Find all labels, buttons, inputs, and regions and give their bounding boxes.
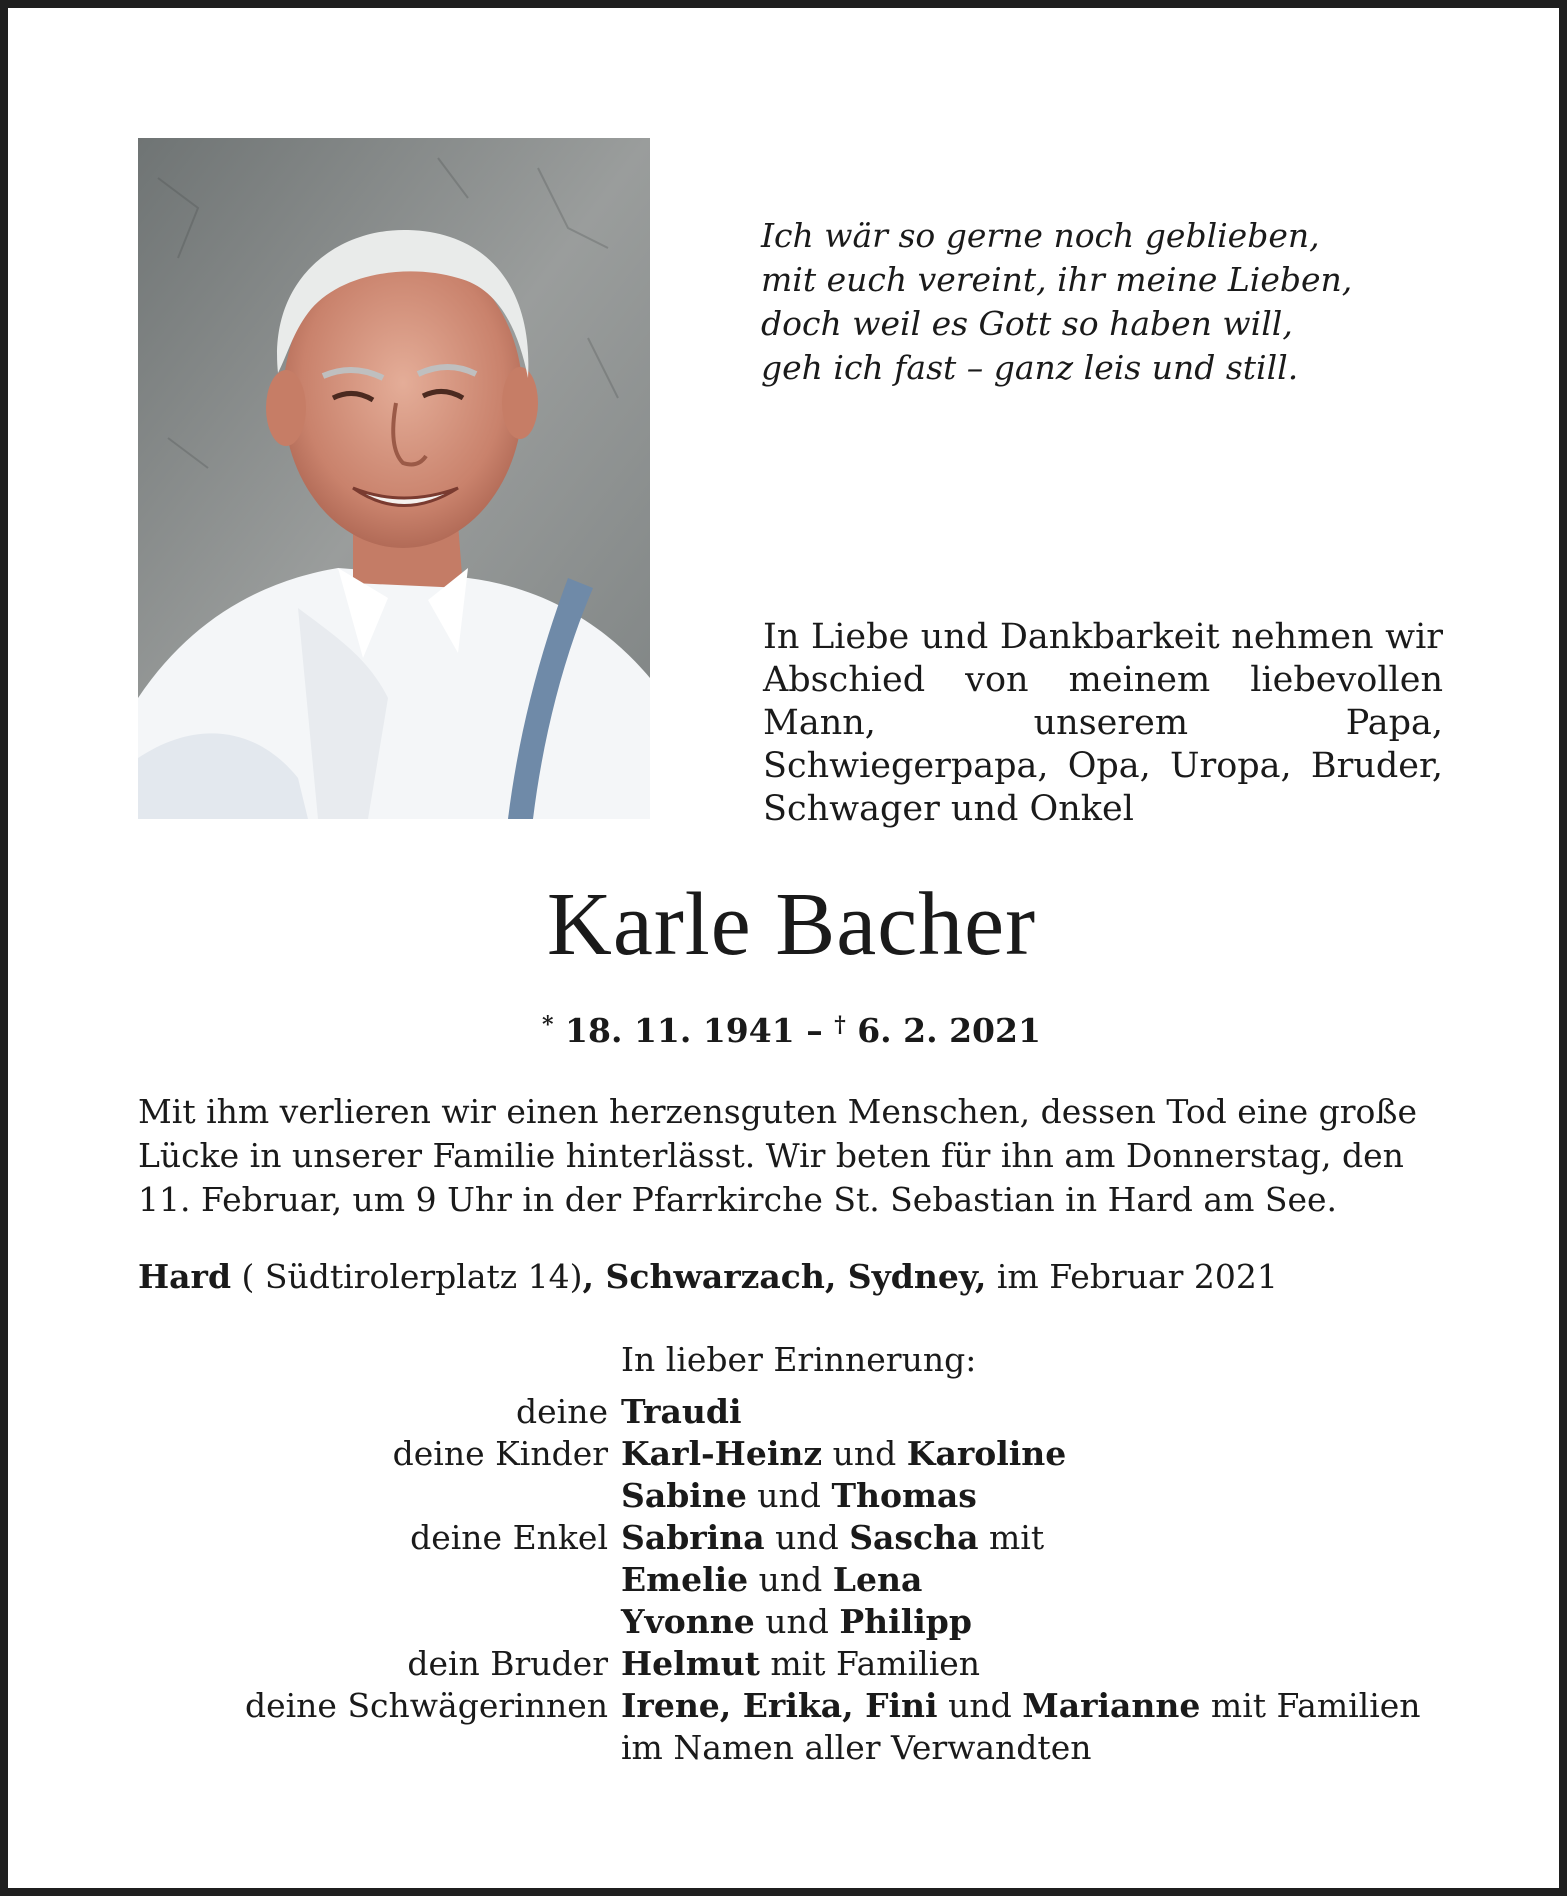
- mourner-name: Sabrina: [621, 1518, 765, 1557]
- mourner-names: [621, 1559, 1468, 1601]
- place-city: Hard: [138, 1257, 232, 1296]
- body-text: [138, 1090, 1448, 1222]
- mourner-connector: und: [748, 1560, 833, 1599]
- mourner-relation: deine Kinder: [392, 1434, 608, 1473]
- mourner-names: [621, 1727, 1468, 1769]
- place-line: [138, 1255, 1448, 1299]
- mourner-connector: im Namen aller Verwandten: [621, 1728, 1092, 1767]
- deceased-name: Karle Bacher: [546, 875, 1037, 974]
- mourner-connector: mit Familien: [1200, 1686, 1421, 1725]
- birth-date: 18. 11. 1941: [565, 1011, 795, 1050]
- place-address: ( Südtirolerplatz 14): [231, 1257, 583, 1296]
- body-line: Lücke in unserer Familie hinterlässt. Wir beten für ihn am Donnerstag, den: [138, 1136, 1404, 1175]
- mourner-relation: deine Schwägerinnen: [244, 1686, 608, 1725]
- mourner-names: [621, 1685, 1468, 1727]
- mourner-relation: [138, 1475, 621, 1517]
- poem-line: doch weil es Gott so haben will,: [761, 304, 1293, 343]
- mourner-name: Emelie: [621, 1560, 749, 1599]
- mourner-name: Yvonne: [621, 1602, 755, 1641]
- mourner-relation: [138, 1601, 621, 1643]
- mourner-relation: deine: [516, 1392, 608, 1431]
- mourner-row: [138, 1601, 1468, 1643]
- portrait-photo: [138, 138, 650, 819]
- place-others: , Schwarzach, Sydney,: [582, 1257, 987, 1296]
- mourner-name: Marianne: [1022, 1686, 1201, 1725]
- mourner-names: [621, 1433, 1468, 1475]
- mourners-list: [138, 1391, 1468, 1769]
- mourner-name: Karl-Heinz: [621, 1434, 823, 1473]
- mourner-name: Helmut: [621, 1644, 760, 1683]
- mourner-name: Lena: [832, 1560, 923, 1599]
- body-line: 11. Februar, um 9 Uhr in der Pfarrkirche St. Sebastian in Hard am See.: [138, 1180, 1338, 1219]
- mourner-names: [621, 1601, 1468, 1643]
- mourner-name: Philipp: [839, 1602, 972, 1641]
- life-dates: [8, 1002, 1567, 1054]
- mourner-relation: [138, 1727, 621, 1769]
- date-separator: –: [806, 1011, 823, 1050]
- death-symbol: †: [834, 1012, 846, 1038]
- place-date: im Februar 2021: [986, 1257, 1278, 1296]
- mourner-row: [138, 1517, 1468, 1559]
- portrait-illustration: [138, 138, 650, 819]
- mourner-connector: und: [937, 1686, 1023, 1725]
- mourner-row: [138, 1559, 1468, 1601]
- farewell-text: In Liebe und Dankbarkeit nehmen wir Abschied von meinem liebevollen Mann, unserem Papa, Schwiegerpapa, Opa, Uropa, Bruder, Schwager und Onkel: [763, 617, 1443, 829]
- mourner-name: Irene, Erika, Fini: [621, 1686, 938, 1725]
- poem: [761, 214, 1481, 390]
- mourner-row: [138, 1475, 1468, 1517]
- mourner-name: Karoline: [906, 1434, 1067, 1473]
- poem-line: Ich wär so gerne noch geblieben,: [761, 216, 1320, 255]
- mourner-names: [621, 1475, 1468, 1517]
- mourner-relation: [138, 1559, 621, 1601]
- mourner-connector: mit Familien: [759, 1644, 981, 1683]
- mourner-relation: deine Enkel: [410, 1518, 608, 1557]
- memory-heading: In lieber Erinnerung:: [621, 1340, 977, 1379]
- mourner-connector: und: [822, 1434, 907, 1473]
- birth-symbol: *: [542, 1012, 554, 1038]
- mourner-connector: und: [746, 1476, 832, 1515]
- poem-line: mit euch vereint, ihr meine Lieben,: [761, 260, 1353, 299]
- death-date: 6. 2. 2021: [857, 1011, 1041, 1050]
- mourner-name: Sabine: [621, 1476, 747, 1515]
- mourner-relation: dein Bruder: [407, 1644, 608, 1683]
- poem-line: geh ich fast – ganz leis und still.: [761, 348, 1299, 387]
- mourner-names: [621, 1517, 1468, 1559]
- mourner-row: [138, 1685, 1468, 1727]
- mourner-name: Traudi: [621, 1392, 742, 1431]
- mourner-name: Sascha: [849, 1518, 979, 1557]
- mourner-names: [621, 1643, 1468, 1685]
- body-line: Mit ihm verlieren wir einen herzensguten Menschen, dessen Tod eine große: [138, 1092, 1417, 1131]
- mourner-row: [138, 1727, 1468, 1769]
- mourner-connector: mit: [978, 1518, 1045, 1557]
- mourner-row: [138, 1391, 1468, 1433]
- mourner-name: Thomas: [831, 1476, 977, 1515]
- mourner-connector: und: [764, 1518, 850, 1557]
- mourner-row: [138, 1643, 1468, 1685]
- mourner-connector: und: [754, 1602, 840, 1641]
- mourner-names: [621, 1391, 1468, 1433]
- mourner-row: [138, 1433, 1468, 1475]
